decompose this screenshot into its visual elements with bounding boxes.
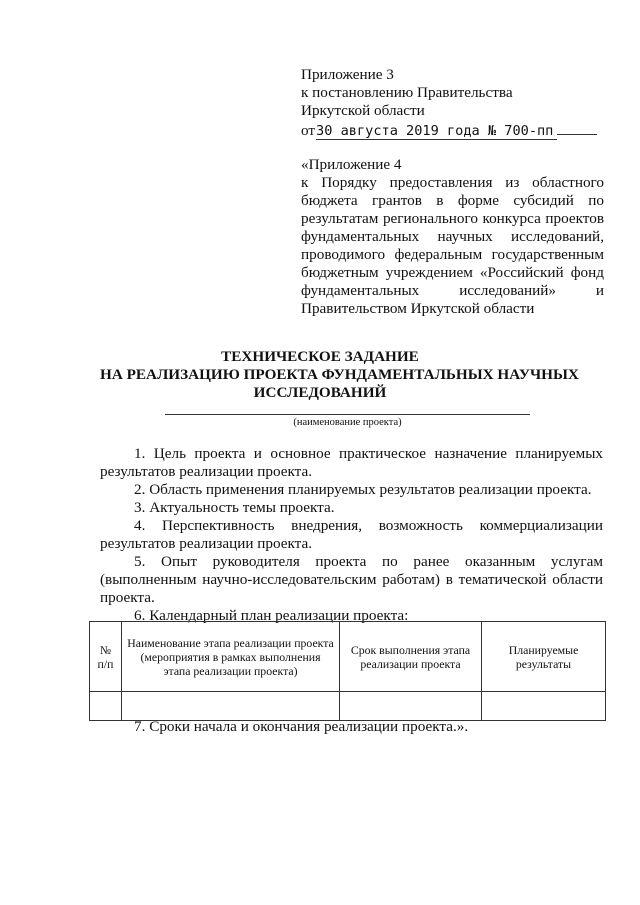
list-item: 4. Перспективность внедрения, возможность коммерциализации результатов реализации проекта. — [100, 517, 603, 552]
table-header-cell: Срок выполнения этапа реализации проекта — [340, 622, 482, 692]
document-title — [100, 348, 579, 402]
list-item: 3. Актуальность темы проекта. — [134, 499, 335, 516]
table-cell — [340, 692, 482, 721]
title-line: ТЕХНИЧЕСКОЕ ЗАДАНИЕ — [221, 348, 419, 365]
appendix-3-block — [301, 66, 604, 140]
list-item: 5. Опыт руководителя проекта по ранее оказанным услугам (выполненным научно-исследовательским работам) в тематической области проекта. — [100, 553, 603, 606]
appendix-4-line: результатам регионального конкурса проектов — [301, 210, 604, 227]
list-item: 1. Цель проекта и основное практическое назначение планируемых результатов реализации проекта. — [100, 445, 603, 480]
table-row — [90, 692, 606, 721]
date-underline — [557, 120, 597, 135]
table-header-cell: Планируемые результаты — [482, 622, 606, 692]
title-line: НА РЕАЛИЗАЦИЮ ПРОЕКТА ФУНДАМЕНТАЛЬНЫХ НАУЧНЫХ — [100, 366, 579, 383]
appendix-4-line: бюджетным учреждением «Российский фонд — [301, 264, 604, 281]
list-item-final: 7. Сроки начала и окончания реализации проекта.». — [134, 718, 469, 735]
date-prefix: от — [301, 122, 316, 139]
appendix-4-title: «Приложение 4 — [301, 156, 402, 173]
appendix-3-line: Иркутской области — [301, 102, 425, 119]
appendix-3-title: Приложение 3 — [301, 66, 394, 83]
appendix-4-line: проводимого федеральным государственным — [301, 246, 604, 263]
table-cell — [122, 692, 340, 721]
table-cell — [90, 692, 122, 721]
requirements-list — [100, 445, 603, 625]
appendix-3-line: к постановлению Правительства — [301, 84, 513, 101]
table-header-cell: Наименование этапа реализации проекта (мероприятия в рамках выполнения этапа реализации проекта) — [122, 622, 340, 692]
table-cell — [482, 692, 606, 721]
appendix-4-line: фундаментальных исследований» и — [301, 282, 604, 299]
title-line: ИССЛЕДОВАНИЙ — [253, 384, 387, 401]
calendar-plan-table — [89, 621, 606, 721]
table-header-cell: № п/п — [90, 622, 122, 692]
project-name-underline — [165, 414, 530, 415]
table-header-row — [90, 622, 606, 692]
appendix-4-line: Правительством Иркутской области — [301, 300, 535, 317]
resolution-date-stamp: 30 августа 2019 года № 700-пп — [316, 123, 557, 140]
list-item: 2. Область применения планируемых результатов реализации проекта. — [134, 481, 592, 498]
list-item: 6. Календарный план реализации проекта: — [134, 607, 409, 624]
appendix-4-block — [301, 156, 604, 318]
project-name-caption: (наименование проекта) — [293, 417, 402, 428]
resolution-date-line — [301, 120, 604, 140]
appendix-4-line: к Порядку предоставления из областного — [301, 174, 604, 191]
appendix-4-line: бюджета грантов в форме субсидий по — [301, 192, 604, 209]
appendix-4-line: фундаментальных научных исследований, — [301, 228, 604, 245]
